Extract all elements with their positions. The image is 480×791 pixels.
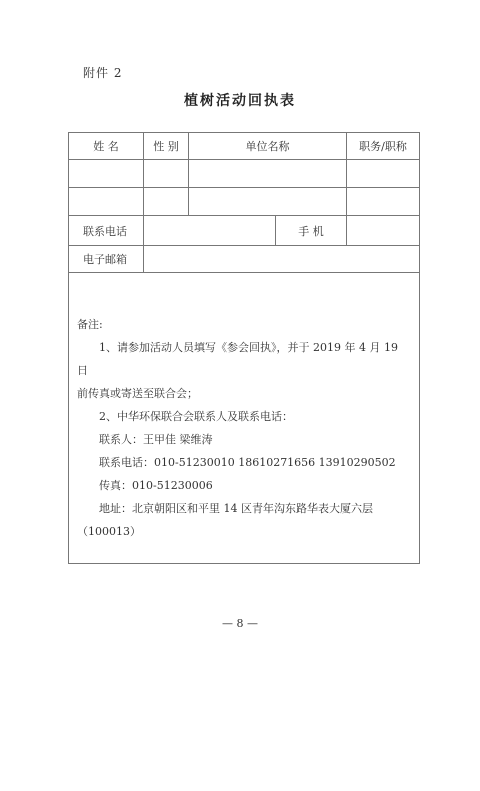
position-cell[interactable]: [347, 160, 420, 188]
table-header-row: [69, 133, 420, 160]
table-row: [69, 160, 420, 188]
notes-postal-code: （100013）: [77, 525, 141, 538]
position-cell[interactable]: [347, 188, 420, 216]
name-cell[interactable]: [69, 160, 144, 188]
header-gender: 性 别: [144, 133, 189, 160]
header-position: 职务/职称: [347, 133, 420, 160]
attachment-label: 附件 2: [83, 66, 123, 80]
notes-address: 地址：北京朝阳区和平里 14 区青年沟东路华表大厦六层: [99, 502, 373, 515]
header-organization: 单位名称: [189, 133, 347, 160]
organization-cell[interactable]: [189, 188, 347, 216]
notes-heading: 备注:: [77, 318, 103, 331]
notes-cell: [69, 273, 420, 564]
notes-item-1-continued: 前传真或寄送至联合会；: [77, 387, 198, 400]
phone-value-cell[interactable]: [144, 216, 276, 246]
name-cell[interactable]: [69, 188, 144, 216]
mobile-label: 手 机: [276, 216, 347, 246]
receipt-form-table: [68, 132, 420, 564]
gender-cell[interactable]: [144, 188, 189, 216]
table-row: [69, 188, 420, 216]
email-row: [69, 246, 420, 273]
notes-fax: 传真：010-51230006: [99, 479, 213, 492]
notes-block: [69, 273, 419, 543]
page-title: 植树活动回执表: [184, 93, 296, 109]
notes-item-1: 1、请参加活动人员填写《参会回执》，并于 2019 年 4 月 19 日: [77, 341, 398, 377]
page-number: — 8 —: [222, 617, 258, 630]
header-name: 姓 名: [69, 133, 144, 160]
email-label: 电子邮箱: [69, 246, 144, 273]
gender-cell[interactable]: [144, 160, 189, 188]
phone-row: [69, 216, 420, 246]
notes-item-2: 2、中华环保联合会联系人及联系电话：: [99, 410, 293, 423]
mobile-value-cell[interactable]: [347, 216, 420, 246]
notes-contact-phones: 联系电话：010-51230010 18610271656 13910290502: [99, 456, 396, 469]
email-value-cell[interactable]: [144, 246, 420, 273]
notes-row: [69, 273, 420, 564]
phone-label: 联系电话: [69, 216, 144, 246]
notes-contact-person: 联系人：王甲佳 梁维涛: [99, 433, 213, 446]
organization-cell[interactable]: [189, 160, 347, 188]
